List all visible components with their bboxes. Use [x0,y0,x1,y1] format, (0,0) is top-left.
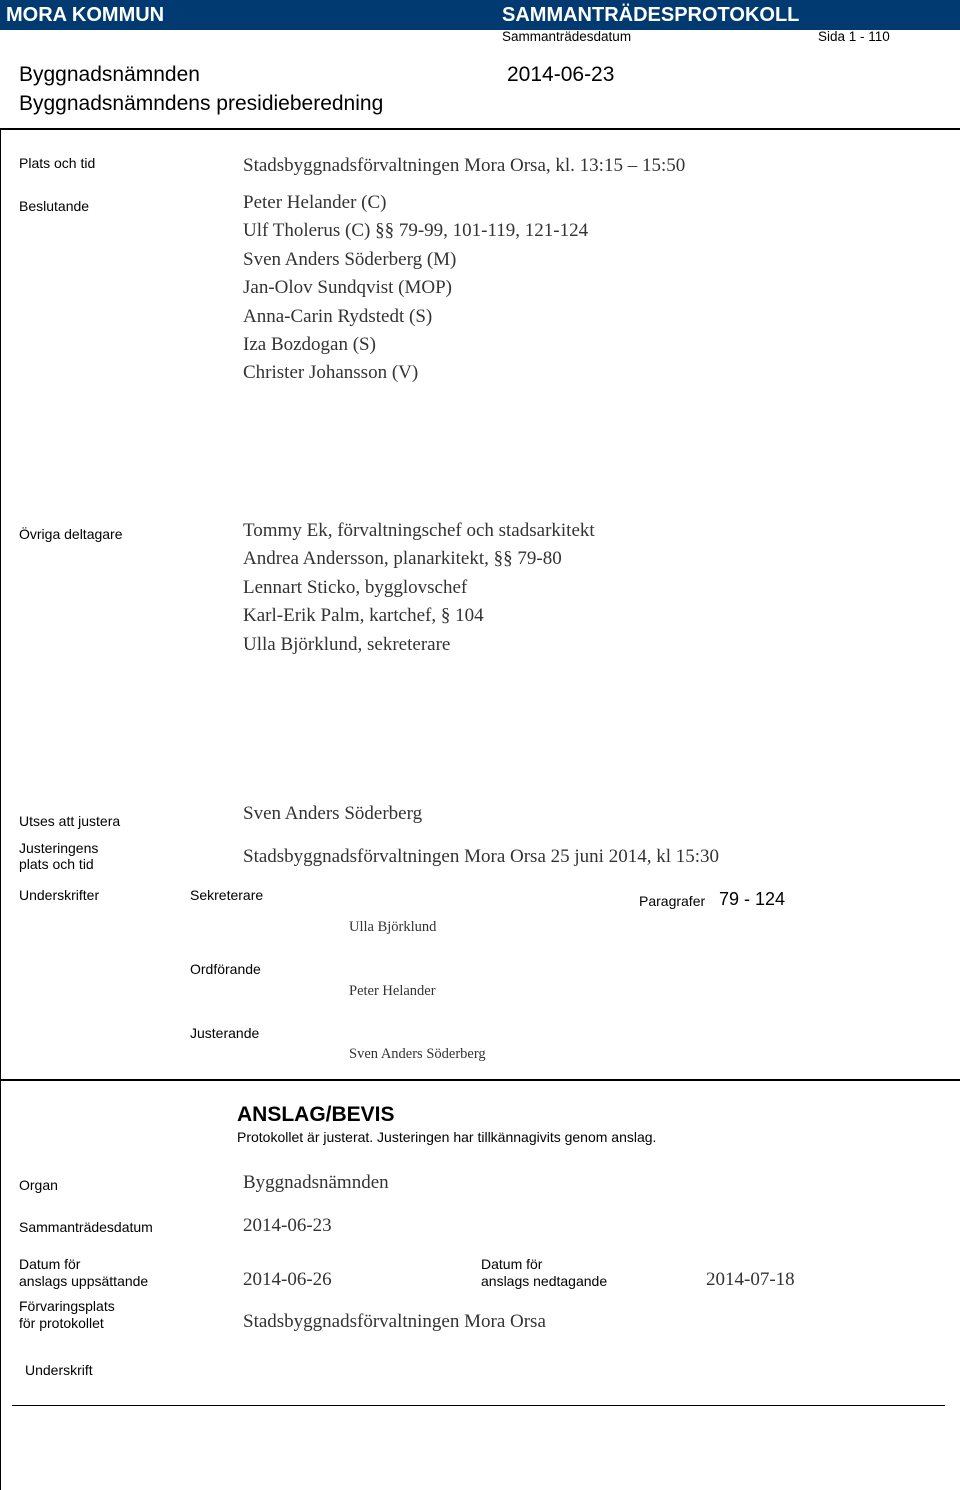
secretary-label: Sekreterare [190,887,264,903]
signatures-bottom-rule [0,1079,960,1081]
other-participant: Lennart Sticko, bygglovschef [243,576,468,598]
deciding-member: Sven Anders Söderberg (M) [243,248,457,270]
meeting-date: 2014-06-23 [507,63,615,86]
deciding-member: Christer Johansson (V) [243,362,419,384]
other-participant: Tommy Ek, förvaltningschef och stadsarkitekt [243,520,595,541]
place-label: Plats och tid [19,155,96,171]
other-participant: Karl-Erik Palm, kartchef, § 104 [243,605,484,627]
adjuster-name: Sven Anders Söderberg [243,803,423,824]
chair-name: Peter Helander [349,983,436,999]
page-number: Sida 1 - 110 [818,29,890,44]
paragraphs-range: 79 - 124 [719,889,786,909]
deciding-member: Anna-Carin Rydstedt (S) [243,305,433,327]
meeting-date-label: Sammanträdesdatum [502,29,632,44]
adjuster-label: Utses att justera [19,813,121,829]
organ-value: Byggnadsnämnden [243,1172,389,1193]
other-participant: Andrea Andersson, planarkitekt, §§ 79-80 [243,548,562,570]
signature-line [12,1405,945,1406]
document-type: SAMMANTRÄDESPROTOKOLL [502,4,800,26]
removed-label: Datum för anslags nedtagande [481,1256,608,1289]
secretary-name: Ulla Björklund [349,919,437,935]
organization-name: MORA KOMMUN [6,4,165,26]
notice-subtitle: Protokollet är justerat. Justeringen har tillkännagivits genom anslag. [237,1129,657,1145]
committee-name: Byggnadsnämnden [19,63,200,86]
subcommittee-name: Byggnadsnämndens presidieberedning [19,92,384,115]
others-list [243,517,595,659]
top-rule [0,128,960,130]
left-rule [0,128,1,1490]
adjust-place-value: Stadsbyggnadsförvaltningen Mora Orsa 25 juni 2014, kl 15:30 [243,846,720,867]
deciding-member: Peter Helander (C) [243,192,387,213]
deciding-list [243,189,588,388]
other-participant: Ulla Björklund, sekreterare [243,633,451,655]
notice-title: ANSLAG/BEVIS [237,1103,395,1126]
removed-date: 2014-07-18 [706,1269,795,1290]
deciding-member: Iza Bozdogan (S) [243,334,376,356]
signatures-label: Underskrifter [19,887,100,903]
storage-value: Stadsbyggnadsförvaltningen Mora Orsa [243,1311,546,1332]
adjust-place-label: Justeringens plats och tid [19,840,99,872]
signature-adjuster-name: Sven Anders Söderberg [349,1046,486,1062]
signature-label: Underskrift [25,1362,93,1378]
notice-date: 2014-06-23 [243,1215,332,1236]
notice-date-label: Sammanträdesdatum [19,1219,153,1235]
others-label: Övriga deltagare [19,526,123,542]
paragraphs-label: Paragrafer [639,893,706,909]
deciding-label: Beslutande [19,198,90,214]
posted-date: 2014-06-26 [243,1269,332,1290]
posted-label: Datum för anslags uppsättande [19,1256,149,1289]
storage-label: Förvaringsplats för protokollet [19,1298,115,1331]
place-value: Stadsbyggnadsförvaltningen Mora Orsa, kl. 13:15 – 15:50 [243,155,686,176]
deciding-member: Ulf Tholerus (C) §§ 79-99, 101-119, 121-124 [243,220,589,242]
signature-adjuster-label: Justerande [190,1025,260,1041]
deciding-member: Jan-Olov Sundqvist (MOP) [243,277,453,299]
chair-label: Ordförande [190,961,261,977]
organ-label: Organ [19,1177,58,1193]
